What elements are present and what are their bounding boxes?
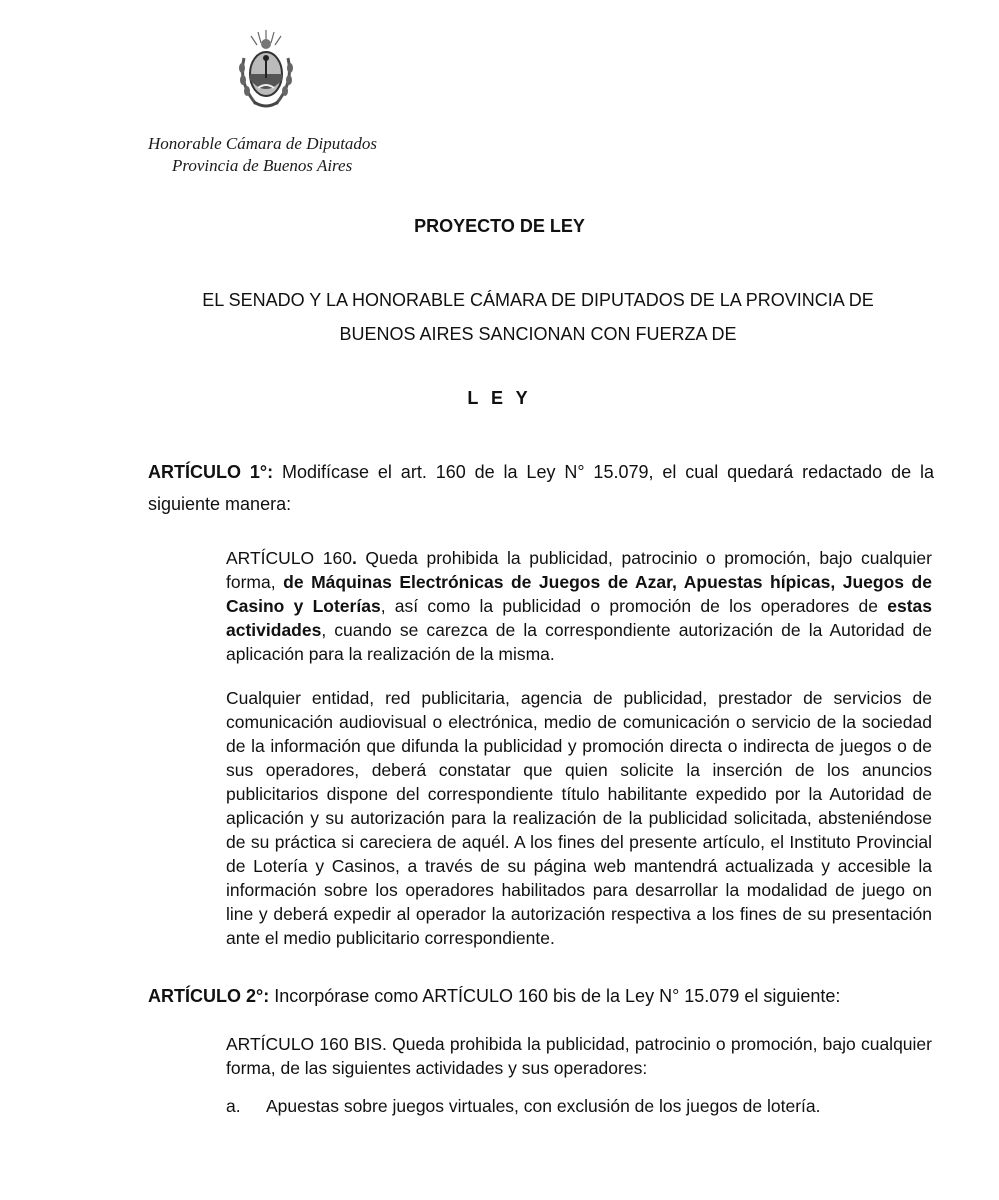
article-1-label: ARTÍCULO 1°: xyxy=(148,462,274,482)
article-160-heading: ARTÍCULO 160 xyxy=(226,548,352,568)
chamber-name: Honorable Cámara de Diputados xyxy=(148,134,378,153)
article-160-text-c: , cuando se carezca de la correspondiente autorización de la Autoridad de aplicación para la realización de la misma. xyxy=(226,620,932,664)
article-2-label: ARTÍCULO 2°: xyxy=(148,986,270,1006)
enacting-clause-line1: EL SENADO Y LA HONORABLE CÁMARA DE DIPUTADOS DE LA PROVINCIA DE xyxy=(202,290,874,310)
enacting-clause xyxy=(148,283,928,351)
article-2-text: Incorpórase como ARTÍCULO 160 bis de la Ley N° 15.079 el siguiente: xyxy=(269,986,841,1006)
article-160-text-b: , así como la publicidad o promoción de los operadores de xyxy=(380,596,888,616)
article-1 xyxy=(148,456,934,520)
article-160-bold-activities: de Máquinas Electrónicas de Juegos de Azar, Apuestas hípicas, Juegos de Casino y Loterías xyxy=(226,572,932,616)
article-160-bis: ARTÍCULO 160 BIS. Queda prohibida la publicidad, patrocinio o promoción, bajo cualquier forma, de las siguientes actividades y sus operadores: xyxy=(226,1034,932,1078)
article-160-dot: . xyxy=(351,548,357,568)
enacting-clause-line2: BUENOS AIRES SANCIONAN CON FUERZA DE xyxy=(339,324,737,344)
document-title: PROYECTO DE LEY xyxy=(414,216,585,236)
article-1-text: Modifícase el art. 160 de la Ley N° 15.079, el cual quedará redactado de la siguiente manera: xyxy=(148,462,934,514)
list-item-text: Apuestas sobre juegos virtuales, con exclusión de los juegos de lotería. xyxy=(266,1096,821,1116)
list-item-letter: a. xyxy=(226,1096,241,1116)
article-160-bold-estas: estas actividades xyxy=(226,596,933,640)
article-160-text-a: Queda prohibida la publicidad, patrocinio o promoción, bajo cualquier forma, xyxy=(226,548,932,592)
article-160-paragraph-2: Cualquier entidad, red publicitaria, agencia de publicidad, prestador de servicios de comunicación audiovisual o electrónica, medio de comunicación o servicio de la sociedad de la información que difunda la publicidad y promoción directa o indirecta de juegos o de sus operadores, deberá constatar que quien solicite la inserción de los anuncios publicitarios dispone del correspondiente título habilitante expedido por la Autoridad de aplicación y su autorización para la realización de la publicidad solicitada, absteniéndose de su práctica si careciera de aquél. A los fines del presente artículo, el Instituto Provincial de Lotería y Casinos, a través de su página web mantendrá actualizada y accesible la información sobre los operadores habilitados para desarrollar la modalidad de juego on line y deberá expedir al operador la autorización respectiva a los fines de su presentación ante el medio publicitario correspondiente. xyxy=(226,688,932,948)
province-name: Provincia de Buenos Aires xyxy=(172,156,353,175)
article-2 xyxy=(148,980,934,1012)
article-160-paragraph-1 xyxy=(226,546,932,666)
provincial-seal-icon xyxy=(236,28,296,112)
ley-heading: L E Y xyxy=(467,388,532,408)
